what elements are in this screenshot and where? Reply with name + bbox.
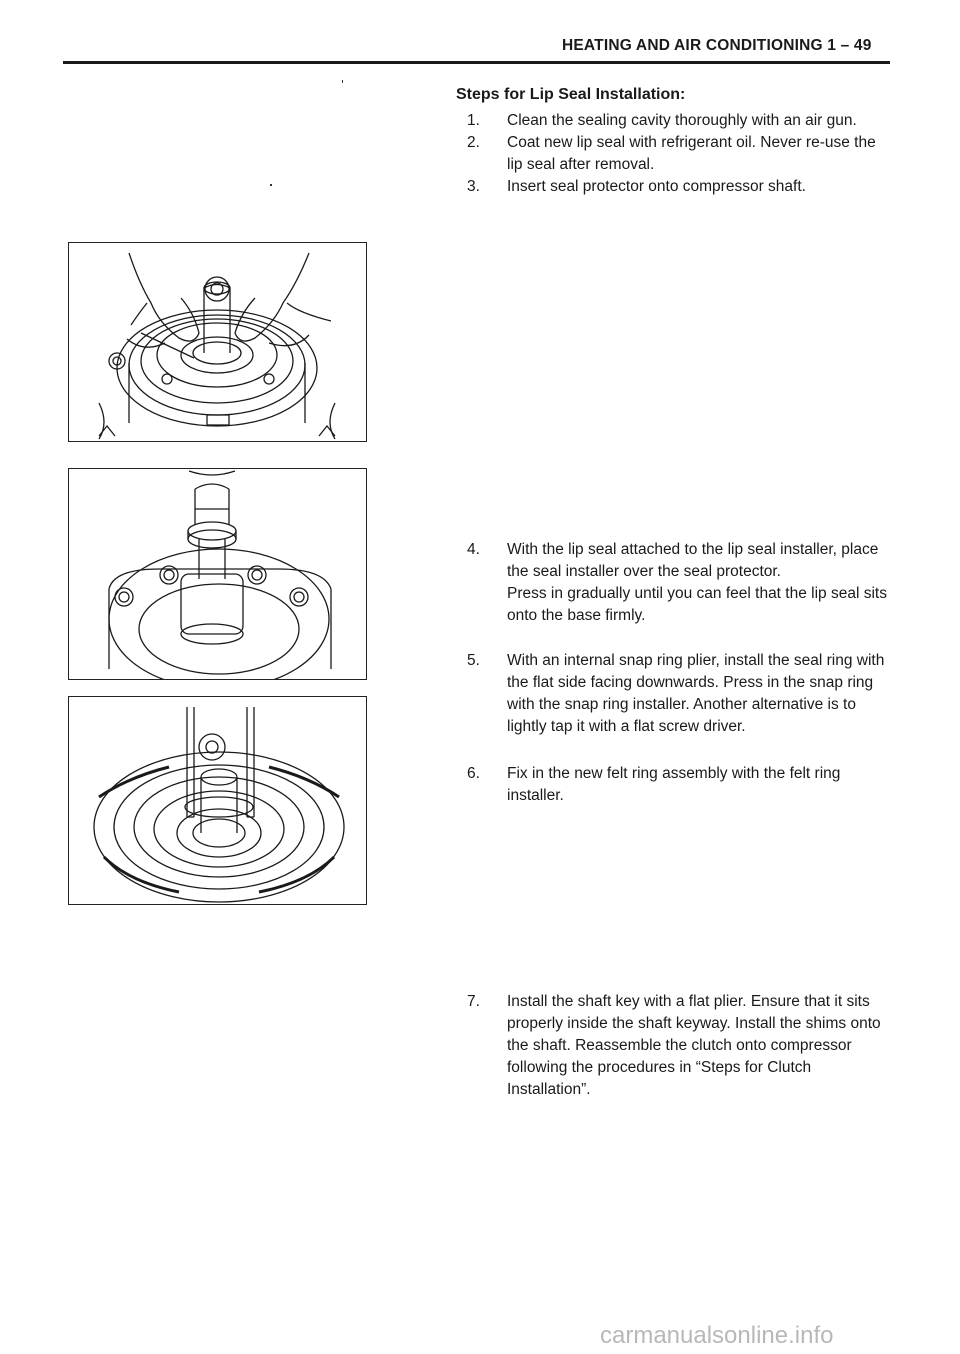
step-text-line: Coat new lip seal with refrigerant oil. Never re-use the — [507, 134, 876, 151]
step-text-line: Installation”. — [507, 1081, 591, 1098]
step-number: 5. — [467, 652, 480, 669]
print-speck — [342, 80, 343, 83]
print-speck — [270, 184, 272, 186]
figure-lip-seal-installer — [68, 468, 367, 680]
step-text-line: with the snap ring installer. Another alternative is to — [507, 696, 856, 713]
step-text-line: the seal installer over the seal protector. — [507, 563, 781, 580]
step-text-line: Clean the sealing cavity thoroughly with an air gun. — [507, 112, 857, 129]
step-text-line: Install the shaft key with a flat plier. Ensure that it sits — [507, 993, 870, 1010]
step-number: 2. — [467, 134, 480, 151]
step-text-line: installer. — [507, 787, 564, 804]
header-rule — [63, 61, 890, 64]
section-title: Steps for Lip Seal Installation: — [456, 86, 686, 103]
step-number: 3. — [467, 178, 480, 195]
step-number: 4. — [467, 541, 480, 558]
step-text-line: lightly tap it with a flat screw driver. — [507, 718, 746, 735]
step-number: 1. — [467, 112, 480, 129]
step-text-line: following the procedures in “Steps for Clutch — [507, 1059, 812, 1076]
step-number: 7. — [467, 993, 480, 1010]
figure-seal-protector — [68, 242, 367, 442]
step-text-line: Press in gradually until you can feel that the lip seal sits — [507, 585, 887, 602]
step-text-line: onto the base firmly. — [507, 607, 646, 624]
figure-snap-ring — [68, 696, 367, 905]
step-text-line: lip seal after removal. — [507, 156, 655, 173]
step-text-line: With an internal snap ring plier, install the seal ring with — [507, 652, 885, 669]
watermark: carmanualsonline.info — [600, 1322, 834, 1349]
step-text-line: Insert seal protector onto compressor shaft. — [507, 178, 806, 195]
step-text-line: the flat side facing downwards. Press in the snap ring — [507, 674, 874, 691]
step-text-line: the shaft. Reassemble the clutch onto compressor — [507, 1037, 852, 1054]
step-text-line: With the lip seal attached to the lip seal installer, place — [507, 541, 879, 558]
step-text-line: Fix in the new felt ring assembly with the felt ring — [507, 765, 841, 782]
page-header-title: HEATING AND AIR CONDITIONING 1 – 49 — [562, 37, 872, 54]
step-number: 6. — [467, 765, 480, 782]
step-text-line: properly inside the shaft keyway. Install the shims onto — [507, 1015, 881, 1032]
